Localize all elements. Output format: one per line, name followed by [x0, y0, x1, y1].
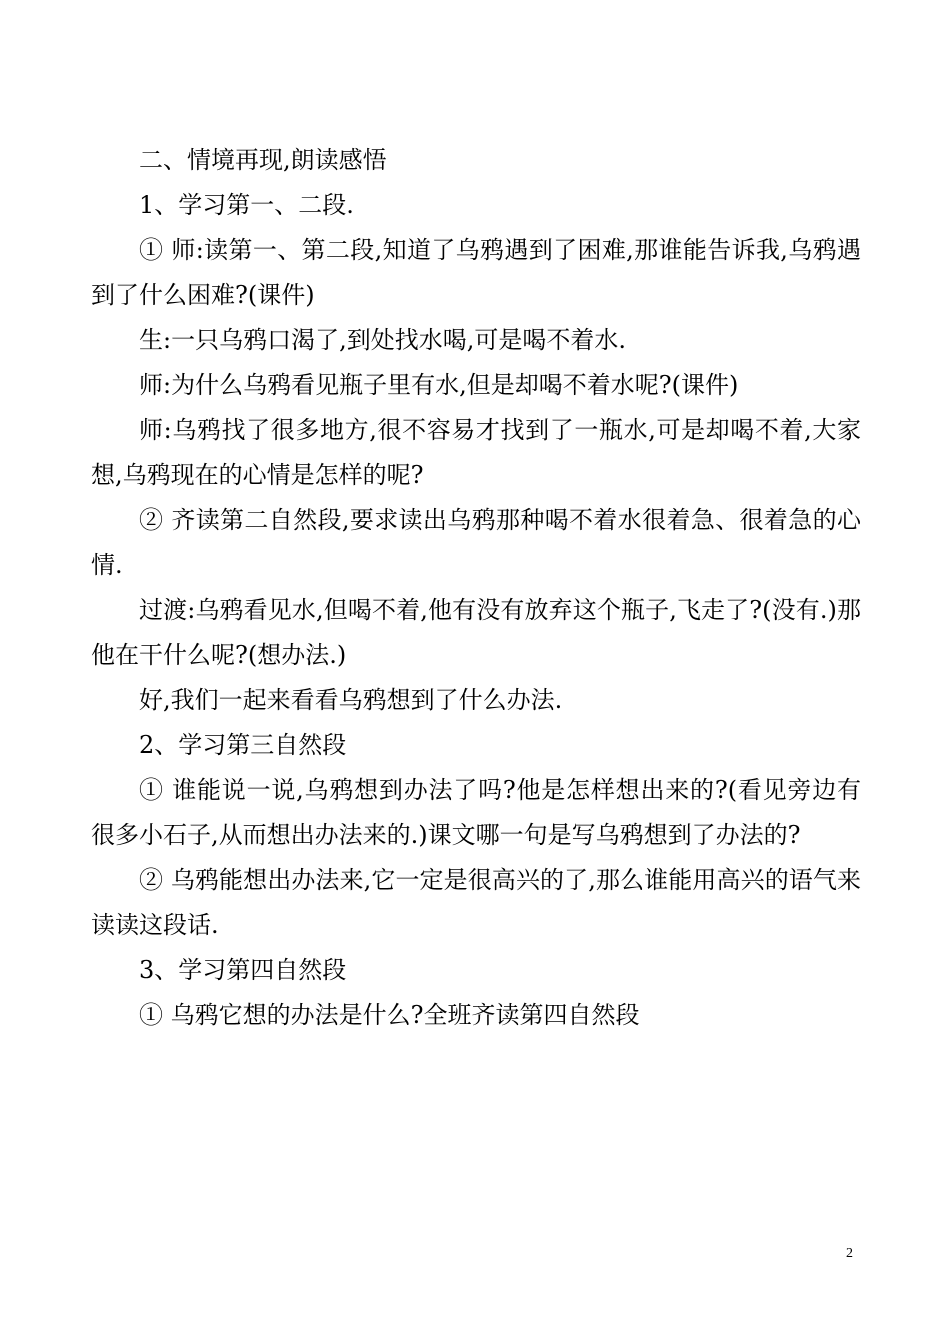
paragraph: ① 谁能说一说,乌鸦想到办法了吗?他是怎样想出来的?(看见旁边有很多小石子,从而想出办法来的.)课文哪一句是写乌鸦想到了办法的?	[91, 776, 861, 849]
subsection-heading: 1、学习第一、二段.	[139, 191, 354, 219]
paragraph: 生:一只乌鸦口渴了,到处找水喝,可是喝不着水.	[139, 326, 626, 354]
paragraph: 师:为什么乌鸦看见瓶子里有水,但是却喝不着水呢?(课件)	[139, 371, 739, 399]
paragraph: ① 师:读第一、第二段,知道了乌鸦遇到了困难,那谁能告诉我,乌鸦遇到了什么困难?(课件)	[91, 236, 861, 309]
paragraph: ② 乌鸦能想出办法来,它一定是很高兴的了,那么谁能用高兴的语气来读读这段话.	[91, 866, 861, 939]
paragraph: ① 乌鸦它想的办法是什么?全班齐读第四自然段	[139, 1001, 640, 1029]
subsection-heading: 3、学习第四自然段	[139, 956, 347, 984]
paragraph: ② 齐读第二自然段,要求读出乌鸦那种喝不着水很着急、很着急的心情.	[91, 506, 861, 579]
paragraph: 过渡:乌鸦看见水,但喝不着,他有没有放弃这个瓶子,飞走了?(没有.)那他在干什么呢?(想办法.)	[91, 596, 861, 669]
paragraph: 师:乌鸦找了很多地方,很不容易才找到了一瓶水,可是却喝不着,大家想,乌鸦现在的心情是怎样的呢?	[91, 416, 861, 489]
section-heading: 二、情境再现,朗读感悟	[139, 146, 387, 174]
subsection-heading: 2、学习第三自然段	[139, 731, 347, 759]
page-number: 2	[846, 1246, 853, 1261]
paragraph: 好,我们一起来看看乌鸦想到了什么办法.	[139, 686, 563, 714]
document-body	[91, 138, 861, 1038]
